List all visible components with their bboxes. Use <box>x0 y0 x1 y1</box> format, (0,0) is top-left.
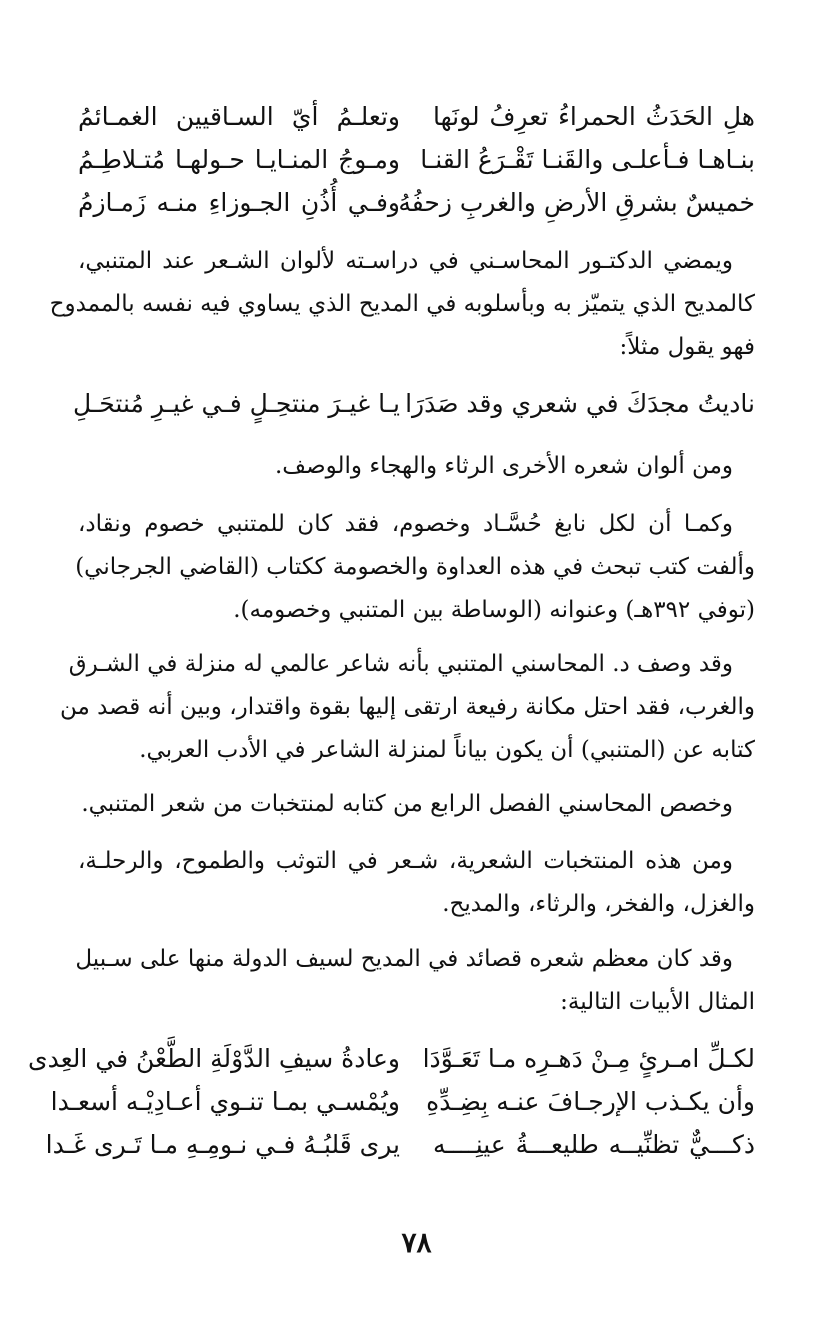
paragraph-line: كالمديح الذي يتميّز به وبأسلوبه في المديح الذي يساوي فيه نفسه بالممدوح <box>49 291 755 317</box>
verse-line <box>78 181 755 224</box>
page-number: ٧٨ <box>401 1226 432 1259</box>
verse-second-hemistich: ويُمْسـي بمـا تنـوي أعـادِيْـه أسعـدا <box>50 1087 400 1116</box>
verse-second-hemistich: يرى قَلبُـهُ فـي نـومِـهِ مـا تَـرى غَـدا <box>45 1130 400 1159</box>
paragraph-line: ويمضي الدكتـور المحاسـني في دراسـته لألوان الشـعر عند المتنبي، <box>78 248 733 274</box>
paragraph-line: والغرب، فقد احتل مكانة رفيعة ارتقى إليها بقوة واقتدار، وبين أنه قصد من <box>60 694 755 720</box>
paragraph-line: المثال الأبيات التالية: <box>560 989 755 1015</box>
paragraph-line: ومن هذه المنتخبات الشعرية، شـعر في التوثب والطموح، والرحلـة، <box>78 848 733 874</box>
verse-line <box>78 95 755 138</box>
paragraph <box>78 445 755 488</box>
verse-first-hemistich: هلِ الحَدَثُ الحمراءُ تعرِفُ لونَها <box>433 102 755 131</box>
paragraph <box>75 938 755 1024</box>
verse-first-hemistich: وأن يكـذب الإرجـافَ عنـه بِضِـدِّهِ <box>426 1087 755 1116</box>
verse-line <box>50 1080 755 1123</box>
verse-first-hemistich: بنـاهـا فـأعلـى والقَنـا تَقْـرَعُ القنـا <box>420 145 755 174</box>
verse-line <box>28 1037 755 1080</box>
paragraph <box>49 240 755 369</box>
verse-second-hemistich: ومـوجُ المنـايـا حـولهـا مُتـلاطِـمُ <box>78 145 400 174</box>
paragraph-line: والغزل، والفخر، والرثاء، والمديح. <box>442 891 755 917</box>
poem-block-1 <box>78 95 755 224</box>
verse-second-hemistich: وعادةُ سيفِ الدَّوْلَةِ الطَّعْنُ في العِدى <box>28 1044 400 1073</box>
verse-first-hemistich: ناديتُ مجدَكَ في شعري وقد صَدَرَا <box>405 389 755 418</box>
paragraph-line: فهو يقول مثلاً: <box>619 334 755 360</box>
verse-line <box>73 382 755 425</box>
poem-block-2 <box>73 382 755 425</box>
paragraph <box>60 643 755 772</box>
verse-second-hemistich: يـا غيـرَ منتحِـلٍ فـي غيـرِ مُنتحَـلِ <box>73 389 400 418</box>
verse-second-hemistich: وفـي أُذُنِ الجـوزاءِ منـه زَمـازمُ <box>78 188 400 217</box>
paragraph-line: وقد وصف د. المحاسني المتنبي بأنه شاعر عالمي له منزلة في الشـرق <box>68 651 733 677</box>
verse-second-hemistich: وتعلـمُ أيّ السـاقيين الغمـائمُ <box>78 102 400 131</box>
paragraph-line: ومن ألوان شعره الأخرى الرثاء والهجاء والوصف. <box>274 453 733 479</box>
paragraph <box>75 503 755 632</box>
paragraph <box>78 840 755 926</box>
paragraph-line: وألفت كتب تبحث في هذه العداوة والخصومة ككتاب (القاضي الجرجاني) <box>75 554 755 580</box>
paragraph-line: وخصص المحاسني الفصل الرابع من كتابه لمنتخبات من شعر المتنبي. <box>81 791 733 817</box>
paragraph-line: وكمـا أن لكل نابغ حُسَّـاد وخصوم، فقد كان للمتنبي خصوم ونقاد، <box>78 511 733 537</box>
verse-first-hemistich: ذكـــيٌّ تظنِّيــه طليعـــةُ عينِــــه <box>433 1130 755 1159</box>
verse-line <box>78 138 755 181</box>
verse-first-hemistich: خميسٌ بشرقِ الأرضِ والغربِ زحفُهُ <box>398 188 755 217</box>
poem-block-3 <box>28 1037 755 1166</box>
paragraph-line: (توفي ٣٩٢هـ) وعنوانه (الوساطة بين المتنبي وخصومه). <box>233 597 755 623</box>
paragraph-line: وقد كان معظم شعره قصائد في المديح لسيف الدولة منها على سـبيل <box>75 946 733 972</box>
verse-first-hemistich: لكـلِّ امـرئٍ مِـنْ دَهـرِه مـا تَعَـوَّدَا <box>422 1044 755 1073</box>
paragraph-line: كتابه عن (المتنبي) أن يكون بياناً لمنزلة الشاعر في الأدب العربي. <box>139 737 755 763</box>
verse-line <box>45 1123 755 1166</box>
paragraph <box>78 783 755 826</box>
